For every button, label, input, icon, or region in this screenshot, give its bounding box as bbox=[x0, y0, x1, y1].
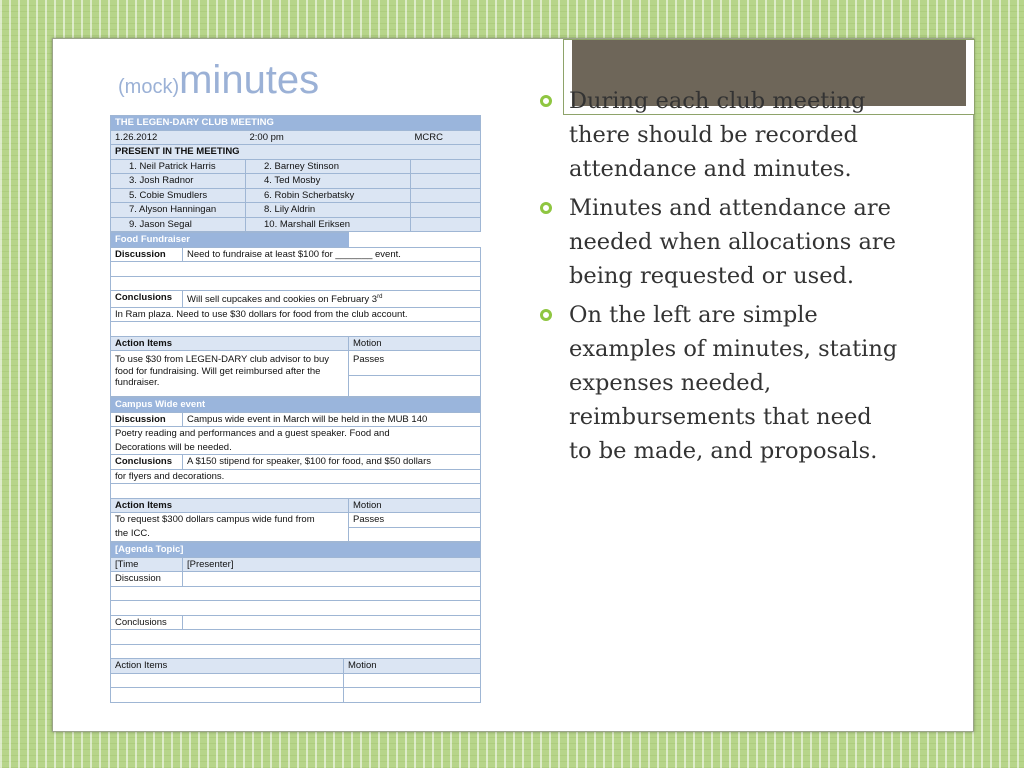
meeting-date: 1.26.2012 bbox=[111, 130, 246, 145]
empty-cell bbox=[183, 615, 481, 630]
empty-cell bbox=[183, 572, 481, 587]
table-row bbox=[111, 351, 481, 376]
table-row bbox=[111, 159, 481, 174]
discussion-text: Campus wide event in March will be held in the MUB 140 bbox=[183, 412, 481, 427]
food-fundraiser-section bbox=[110, 232, 481, 397]
motion-label: Motion bbox=[344, 659, 481, 674]
meeting-time: 2:00 pm bbox=[246, 130, 411, 145]
meeting-location: MCRC bbox=[411, 130, 481, 145]
table-row bbox=[111, 336, 481, 351]
empty-cell bbox=[111, 276, 481, 291]
table-row bbox=[111, 469, 481, 484]
empty-cell bbox=[344, 688, 481, 703]
table-row bbox=[111, 145, 481, 160]
table-row bbox=[111, 615, 481, 630]
table-row bbox=[111, 630, 481, 645]
bullet-list bbox=[538, 84, 898, 473]
empty-cell bbox=[411, 159, 481, 174]
attendee: 9. Jason Segal bbox=[111, 217, 246, 232]
action-items-label: Action Items bbox=[111, 498, 349, 513]
agenda-time: [Time bbox=[111, 557, 183, 572]
discussion-label: Discussion bbox=[111, 412, 183, 427]
discussion-text: Need to fundraise at least $100 for _______ event. bbox=[183, 247, 481, 262]
attendee: 3. Josh Radnor bbox=[111, 174, 246, 189]
conclusions-continued: In Ram plaza. Need to use $30 dollars for food from the club account. bbox=[111, 307, 481, 322]
minutes-document bbox=[110, 115, 480, 703]
empty-cell bbox=[111, 630, 481, 645]
ring-bullet-icon bbox=[540, 309, 552, 321]
conclusions-text: A $150 stipend for speaker, $100 for food, and $50 dollars bbox=[183, 455, 481, 470]
conclusions-sup: rd bbox=[377, 294, 383, 300]
table-row bbox=[111, 601, 481, 616]
table-row bbox=[111, 441, 481, 455]
attendee: 10. Marshall Eriksen bbox=[246, 217, 411, 232]
conclusions-continued: for flyers and decorations. bbox=[111, 469, 481, 484]
bullet-item bbox=[538, 298, 898, 468]
table-row bbox=[111, 644, 481, 659]
present-header: PRESENT IN THE MEETING bbox=[111, 145, 481, 160]
conclusions-cell bbox=[183, 291, 481, 308]
campus-event-section bbox=[110, 397, 481, 542]
table-row bbox=[111, 527, 481, 542]
conclusions-label: Conclusions bbox=[111, 455, 183, 470]
empty-cell bbox=[111, 484, 481, 499]
empty-cell bbox=[349, 376, 481, 397]
motion-value: Passes bbox=[349, 351, 481, 376]
motion-label: Motion bbox=[349, 498, 481, 513]
bullet-item bbox=[538, 191, 898, 293]
attendee: 1. Neil Patrick Harris bbox=[111, 159, 246, 174]
empty-cell bbox=[111, 322, 481, 337]
table-row bbox=[111, 484, 481, 499]
attendee: 8. Lily Aldrin bbox=[246, 203, 411, 218]
ring-bullet-icon bbox=[540, 95, 552, 107]
table-row bbox=[111, 557, 481, 572]
empty-cell bbox=[111, 262, 481, 277]
discussion-label: Discussion bbox=[111, 247, 183, 262]
motion-value: Passes bbox=[349, 513, 481, 528]
table-row bbox=[111, 673, 481, 688]
bullet-text: During each club meeting there should be recorded attendance and minutes. bbox=[569, 88, 866, 182]
empty-cell bbox=[411, 203, 481, 218]
table-row bbox=[111, 307, 481, 322]
table-row bbox=[111, 322, 481, 337]
action-item-text: To request $300 dollars campus wide fund from bbox=[111, 513, 349, 528]
table-row bbox=[111, 130, 481, 145]
table-row bbox=[111, 412, 481, 427]
table-row bbox=[111, 233, 481, 248]
title-main: minutes bbox=[179, 58, 320, 102]
empty-cell bbox=[411, 174, 481, 189]
table-row bbox=[111, 262, 481, 277]
table-row bbox=[111, 247, 481, 262]
attendee: 5. Cobie Smudlers bbox=[111, 188, 246, 203]
bullet-text: On the left are simple examples of minutes, stating expenses needed, reimbursements that need to be made, and proposals. bbox=[569, 302, 898, 464]
table-row bbox=[111, 572, 481, 587]
ring-bullet-icon bbox=[540, 202, 552, 214]
empty-cell bbox=[111, 586, 481, 601]
meeting-title: THE LEGEN-DARY CLUB MEETING bbox=[111, 116, 481, 131]
motion-label: Motion bbox=[349, 336, 481, 351]
attendee: 2. Barney Stinson bbox=[246, 159, 411, 174]
table-row bbox=[111, 217, 481, 232]
section-title: [Agenda Topic] bbox=[111, 543, 481, 558]
empty-cell bbox=[111, 644, 481, 659]
table-row bbox=[111, 174, 481, 189]
empty-cell bbox=[111, 601, 481, 616]
bullet-text: Minutes and attendance are needed when allocations are being requested or used. bbox=[569, 195, 896, 289]
table-row bbox=[111, 276, 481, 291]
conclusions-label: Conclusions bbox=[111, 615, 183, 630]
action-item-text: To use $30 from LEGEN-DARY club advisor to buy food for fundraising. Will get reimbursed after the fundraiser. bbox=[111, 351, 349, 397]
section-title: Campus Wide event bbox=[111, 398, 481, 413]
empty-cell bbox=[349, 233, 481, 248]
action-items-label: Action Items bbox=[111, 659, 344, 674]
attendee: 6. Robin Scherbatsky bbox=[246, 188, 411, 203]
table-row bbox=[111, 427, 481, 441]
table-row bbox=[111, 116, 481, 131]
empty-cell bbox=[111, 673, 344, 688]
conclusions-label: Conclusions bbox=[111, 291, 183, 308]
table-row bbox=[111, 688, 481, 703]
attendee: 7. Alyson Hanningan bbox=[111, 203, 246, 218]
table-row bbox=[111, 203, 481, 218]
empty-cell bbox=[349, 527, 481, 542]
action-items-label: Action Items bbox=[111, 336, 349, 351]
table-row bbox=[111, 291, 481, 308]
table-row bbox=[111, 513, 481, 528]
conclusions-text: Will sell cupcakes and cookies on February 3 bbox=[187, 294, 378, 306]
agenda-topic-section bbox=[110, 542, 481, 703]
table-row bbox=[111, 498, 481, 513]
agenda-presenter: [Presenter] bbox=[183, 557, 481, 572]
table-row bbox=[111, 586, 481, 601]
empty-cell bbox=[411, 217, 481, 232]
slide-title bbox=[118, 58, 319, 103]
table-row bbox=[111, 543, 481, 558]
empty-cell bbox=[411, 188, 481, 203]
discussion-continued: Decorations will be needed. bbox=[111, 441, 481, 455]
empty-cell bbox=[344, 673, 481, 688]
table-row bbox=[111, 455, 481, 470]
empty-cell bbox=[111, 688, 344, 703]
section-title: Food Fundraiser bbox=[111, 233, 349, 248]
table-row bbox=[111, 398, 481, 413]
attendee: 4. Ted Mosby bbox=[246, 174, 411, 189]
table-row bbox=[111, 188, 481, 203]
title-prefix: (mock) bbox=[118, 76, 180, 98]
discussion-continued: Poetry reading and performances and a guest speaker. Food and bbox=[111, 427, 481, 441]
bullet-item bbox=[538, 84, 898, 186]
action-item-text: the ICC. bbox=[111, 527, 349, 542]
meeting-header-table bbox=[110, 115, 481, 232]
discussion-label: Discussion bbox=[111, 572, 183, 587]
table-row bbox=[111, 659, 481, 674]
